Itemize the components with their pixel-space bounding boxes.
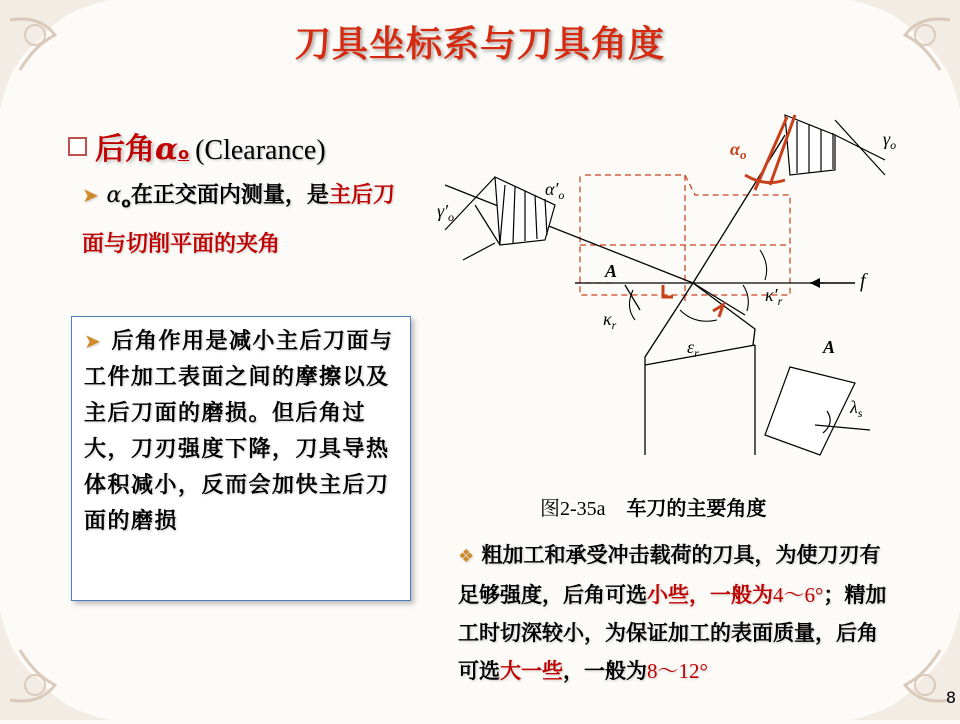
slide-title: 刀具坐标系与刀具角度 [294, 24, 665, 65]
note-red-2: 大一些 [500, 659, 563, 683]
heading-symbol: α [155, 132, 179, 167]
note-part-3: ，一般为 [563, 659, 647, 683]
svg-text:γ′o [437, 201, 454, 224]
definition-bullet [82, 175, 412, 265]
function-box [71, 316, 411, 601]
figure-caption [540, 492, 766, 521]
note-part-1: 粗加工和承受冲击载荷的刀具，为使刀刃有足够强度，后角可选 [458, 543, 881, 607]
label-lambda-s: λ [850, 397, 858, 417]
label-gamma-o-sub: o [890, 138, 897, 152]
heading-english: (Clearance) [195, 135, 326, 166]
label-lambda-s-sub: s [857, 406, 863, 420]
svg-text:αo [730, 139, 747, 162]
label-kappa-r: κ [603, 309, 612, 329]
svg-text:κ′r [765, 285, 783, 308]
definition-text-black: 在正交面内测量，是 [130, 183, 329, 208]
svg-text:α′o [545, 179, 564, 202]
corner-ornament-bottom-left [0, 610, 110, 720]
label-kappa-r-sub: r [611, 318, 617, 332]
label-alpha-o-prime-sub: o [558, 188, 565, 202]
label-feed-f: f [860, 270, 866, 292]
diamond-bullet-icon: ❖ [458, 546, 475, 567]
page-number: 8 [945, 688, 956, 707]
definition-symbol-sub: o [121, 195, 131, 212]
label-kappa-r-prime: κ′ [765, 285, 778, 305]
svg-text:κr [603, 309, 617, 332]
note-value-1: 4～6° [773, 583, 824, 607]
label-A-bottom: A [823, 337, 836, 357]
note-red-1: 小些，一般为 [647, 583, 773, 607]
svg-text:γo [883, 129, 896, 152]
tool-angle-figure [425, 115, 895, 495]
definition-symbol: α [106, 183, 122, 208]
selection-note [458, 536, 898, 690]
label-kappa-r-prime-sub: r [777, 294, 783, 308]
label-gamma-o: γ [883, 129, 891, 149]
label-A-top: A [605, 261, 618, 281]
caption-prefix: 图2-35a [540, 498, 606, 520]
definition-text-red: 主后刀面与切削平面的夹角 [82, 183, 395, 258]
label-epsilon-r: ε [687, 337, 695, 357]
caption-text: 车刀的主要角度 [626, 496, 767, 520]
note-value-2: 8～12° [647, 659, 708, 683]
arrow-bullet-icon: ➤ [82, 183, 99, 207]
heading-label: 后角 [95, 132, 155, 167]
label-alpha-o-prime: α′ [545, 179, 559, 199]
label-gamma-o-prime: γ′ [437, 201, 449, 221]
svg-text:λs [849, 397, 863, 420]
svg-text:εr [687, 337, 699, 360]
section-heading [68, 124, 326, 168]
heading-symbol-sub: o [178, 144, 190, 163]
function-text: 后角作用是减小主后刀面与工件加工表面之间的摩擦以及主后刀面的磨损。但后角过大，刀刃强度下降，刀具导热体积减小，反而会加快主后刀面的磨损 [84, 329, 394, 534]
checkbox-bullet-icon [68, 137, 87, 156]
label-gamma-o-prime-sub: o [448, 210, 455, 224]
label-epsilon-r-sub: r [694, 346, 699, 360]
note-part-2: ；精加工时切深较小，为保证加工的表面质量，后角可选 [458, 583, 887, 683]
label-alpha-o: α [730, 139, 740, 159]
arrow-bullet-icon: ➤ [84, 329, 103, 353]
label-alpha-o-sub: o [739, 147, 747, 162]
